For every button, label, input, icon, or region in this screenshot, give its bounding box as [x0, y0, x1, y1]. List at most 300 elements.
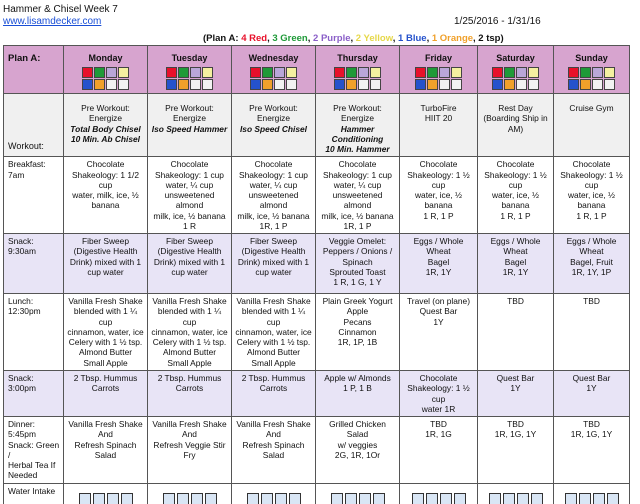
- water-cell: [64, 483, 148, 504]
- water-checkbox-grid: [318, 486, 397, 504]
- cell-line: Celery with 1 ½ tsp.: [68, 337, 143, 347]
- green-container-checkbox[interactable]: [178, 67, 189, 78]
- empty-container-checkbox[interactable]: [106, 79, 117, 90]
- label-line: Snack: Green /: [8, 439, 60, 460]
- cell-line: milk, ice, ½ banana: [237, 210, 310, 221]
- workout-line: Rest Day: [498, 103, 533, 113]
- cell-line: Eggs / Whole Wheat: [413, 236, 464, 257]
- cell-line: water, ¼ cup: [165, 179, 214, 190]
- container-checkboxes: [66, 67, 145, 91]
- dinner-cell: [148, 417, 232, 484]
- yellow-container-checkbox[interactable]: [451, 67, 462, 78]
- breakfast-row: [4, 157, 630, 234]
- empty-container-checkbox[interactable]: [190, 79, 201, 90]
- container-checkboxes: [150, 67, 229, 91]
- cell-line: 1R, 1 P: [259, 220, 288, 231]
- cell-spacer: [318, 96, 397, 103]
- cell-line: Chocolate: [86, 159, 125, 170]
- cell-line: 1R, 1 P: [343, 220, 372, 231]
- cell-spacer: [234, 96, 313, 103]
- cell-line: cinnamon, water, ice: [235, 326, 312, 337]
- yellow-container-checkbox[interactable]: [118, 67, 129, 78]
- row-label-dinner: [4, 417, 64, 484]
- empty-container-checkbox[interactable]: [286, 79, 297, 90]
- cell-line: Vanilla Fresh Shake: [236, 419, 311, 429]
- day-header-monday: [64, 46, 148, 94]
- empty-container-checkbox[interactable]: [528, 79, 539, 90]
- workout-line: Cruise Gym: [569, 103, 614, 113]
- cell-line: blended with 1 ¼ cup: [73, 306, 138, 327]
- blue-container-checkbox[interactable]: [568, 79, 579, 90]
- plan-label: Plan A:: [4, 46, 64, 94]
- cell-line: (Digestive Health: [241, 246, 306, 257]
- checkbox-line: [402, 79, 475, 91]
- snack1-cell: [400, 234, 478, 294]
- row-label-water: Water Intake: [4, 483, 64, 504]
- cell-line: banana: [91, 200, 120, 211]
- cell-line: Drink) mixed with 1: [153, 256, 226, 267]
- blue-container-checkbox[interactable]: [166, 79, 177, 90]
- cell-line: 1 R, 1 P: [500, 210, 531, 221]
- water-checkbox-line: [402, 492, 475, 504]
- water-cell: [478, 483, 554, 504]
- red-container-checkbox[interactable]: [568, 67, 579, 78]
- checkbox-line: [402, 67, 475, 79]
- row-label-morning-snack: Snack: 9:30am: [4, 234, 64, 294]
- water-glass-checkbox[interactable]: [454, 493, 466, 504]
- checkbox-line: [150, 67, 229, 79]
- red-container-checkbox[interactable]: [250, 67, 261, 78]
- green-container-checkbox[interactable]: [427, 67, 438, 78]
- day-name: Saturday: [496, 53, 535, 63]
- label-line: Herbal Tea If: [8, 460, 56, 470]
- water-glass-checkbox[interactable]: [426, 493, 438, 504]
- cell-line: Chocolate: [419, 373, 458, 383]
- day-header-wednesday: [232, 46, 316, 94]
- cell-line: Apple: [346, 306, 369, 317]
- water-glass-checkbox[interactable]: [531, 493, 543, 504]
- day-header-tuesday: [148, 46, 232, 94]
- workout-line: (Boarding Ship in AM): [483, 113, 548, 134]
- checkbox-line: [234, 67, 313, 79]
- water-glass-checkbox[interactable]: [503, 493, 515, 504]
- container-checkboxes: [318, 67, 397, 91]
- empty-container-checkbox[interactable]: [592, 79, 603, 90]
- water-checkbox-grid: [66, 486, 145, 504]
- page-header: [3, 3, 637, 43]
- cell-line: TBD: [507, 419, 524, 429]
- workout-cell: [148, 94, 232, 157]
- cell-line: Bagel: [427, 256, 450, 267]
- water-glass-checkbox[interactable]: [79, 493, 91, 504]
- breakfast-cell: [148, 157, 232, 234]
- orange-container-checkbox[interactable]: [178, 79, 189, 90]
- lunch-cell: [232, 294, 316, 371]
- cell-line: Bagel, Fruit: [570, 256, 613, 267]
- checkbox-line: [480, 67, 551, 79]
- water-intake-row: [4, 483, 630, 504]
- empty-container-checkbox[interactable]: [439, 79, 450, 90]
- legend-segment: 2 Yellow: [355, 33, 393, 44]
- water-glass-checkbox[interactable]: [565, 493, 577, 504]
- cell-line: Quest Bar: [419, 306, 458, 317]
- cell-line: 2 Tbsp. Hummus: [73, 373, 138, 383]
- blue-container-checkbox[interactable]: [415, 79, 426, 90]
- cell-line: Shakeology: 1 ½ cup: [407, 169, 470, 190]
- cell-line: Small Apple: [251, 357, 296, 368]
- water-glass-checkbox[interactable]: [331, 493, 343, 504]
- cell-line: And: [266, 429, 281, 440]
- water-checkbox-grid: [150, 486, 229, 504]
- workout-line: Total Body Chisel: [70, 123, 141, 134]
- water-cell: [554, 483, 630, 504]
- snack1-cell: [64, 234, 148, 294]
- cell-line: Shakeology: 1 cup: [323, 169, 392, 180]
- row-label-lunch: Lunch: 12:30pm: [4, 294, 64, 371]
- empty-container-checkbox[interactable]: [516, 79, 527, 90]
- water-checkbox-line: [556, 492, 627, 504]
- legend-segment: 1 Blue: [398, 33, 427, 44]
- cell-line: 1Y: [586, 383, 597, 394]
- purple-container-checkbox[interactable]: [190, 67, 201, 78]
- checkbox-line: [66, 79, 145, 91]
- water-glass-checkbox[interactable]: [579, 493, 591, 504]
- dinner-cell: [64, 417, 148, 484]
- empty-container-checkbox[interactable]: [202, 79, 213, 90]
- cell-line: Fry: [183, 449, 196, 460]
- water-glass-checkbox[interactable]: [93, 493, 105, 504]
- cell-line: Salad: [262, 449, 285, 460]
- green-container-checkbox[interactable]: [504, 67, 515, 78]
- water-checkbox-grid: [556, 486, 627, 504]
- cell-line: TBD: [583, 419, 600, 429]
- empty-container-checkbox[interactable]: [118, 79, 129, 90]
- cell-line: Shakeology: 1 cup: [155, 169, 224, 180]
- cell-line: Eggs / Whole Wheat: [566, 236, 617, 257]
- workout-line: Pre Workout: Energize: [333, 103, 382, 124]
- website-link[interactable]: www.lisamdecker.com: [3, 16, 102, 27]
- water-glass-checkbox[interactable]: [247, 493, 259, 504]
- cell-line: Spinach: [342, 256, 373, 267]
- yellow-container-checkbox[interactable]: [528, 67, 539, 78]
- water-glass-checkbox[interactable]: [345, 493, 357, 504]
- water-glass-checkbox[interactable]: [107, 493, 119, 504]
- checkbox-line: [556, 79, 627, 91]
- cell-spacer: [556, 96, 627, 103]
- legend-segment: , 2 tsp): [473, 33, 504, 44]
- plan-legend: [203, 33, 504, 44]
- water-glass-checkbox[interactable]: [440, 493, 452, 504]
- yellow-container-checkbox[interactable]: [202, 67, 213, 78]
- legend-segment: ,: [267, 33, 273, 44]
- water-glass-checkbox[interactable]: [607, 493, 619, 504]
- water-glass-checkbox[interactable]: [517, 493, 529, 504]
- cell-line: Travel (on plane): [407, 296, 470, 306]
- cell-line: water, ¼ cup: [249, 179, 298, 190]
- cell-line: 1 R, 1 G, 1 Y: [333, 277, 382, 287]
- cell-line: unsweetened almond: [248, 190, 299, 211]
- cell-line: 1Y: [433, 316, 444, 327]
- cell-line: Chocolate: [254, 159, 293, 170]
- cell-spacer: [66, 96, 145, 103]
- cell-line: Vanilla Fresh Shake: [152, 296, 227, 306]
- checkbox-line: [66, 67, 145, 79]
- water-glass-checkbox[interactable]: [121, 493, 133, 504]
- cell-line: TBD: [507, 296, 524, 306]
- snack2-cell: [64, 371, 148, 417]
- cell-line: Peppers / Onions /: [322, 246, 393, 257]
- green-container-checkbox[interactable]: [94, 67, 105, 78]
- water-glass-checkbox[interactable]: [412, 493, 424, 504]
- breakfast-cell: [64, 157, 148, 234]
- lunch-cell: [148, 294, 232, 371]
- cell-line: Plain Greek Yogurt: [322, 296, 393, 306]
- snack2-cell: [232, 371, 316, 417]
- red-container-checkbox[interactable]: [334, 67, 345, 78]
- empty-container-checkbox[interactable]: [358, 79, 369, 90]
- yellow-container-checkbox[interactable]: [370, 67, 381, 78]
- cell-line: 1R, 1G, 1Y: [494, 429, 537, 440]
- cell-line: w/ veggies: [337, 439, 378, 450]
- container-checkboxes: [402, 67, 475, 91]
- cell-line: milk, ice, ½ banana: [153, 210, 226, 221]
- cell-line: water, ¼ cup: [333, 179, 382, 190]
- cell-line: Chocolate: [170, 159, 209, 170]
- water-glass-checkbox[interactable]: [489, 493, 501, 504]
- cell-line: Drink) mixed with 1: [69, 256, 142, 267]
- empty-container-checkbox[interactable]: [370, 79, 381, 90]
- lunch-cell: [554, 294, 630, 371]
- day-name: Friday: [424, 53, 452, 63]
- red-container-checkbox[interactable]: [415, 67, 426, 78]
- snack1-cell: [232, 234, 316, 294]
- dinner-cell: [554, 417, 630, 484]
- breakfast-cell: [316, 157, 400, 234]
- cell-line: Vanilla Fresh Shake: [68, 296, 143, 306]
- day-header-sunday: [554, 46, 630, 94]
- purple-container-checkbox[interactable]: [106, 67, 117, 78]
- water-glass-checkbox[interactable]: [163, 493, 175, 504]
- checkbox-line: [150, 79, 229, 91]
- day-header-friday: [400, 46, 478, 94]
- empty-container-checkbox[interactable]: [274, 79, 285, 90]
- lunch-row: [4, 294, 630, 371]
- red-container-checkbox[interactable]: [166, 67, 177, 78]
- workout-line: Iso Speed Hammer: [151, 123, 228, 134]
- row-label-breakfast: Breakfast: 7am: [4, 157, 64, 234]
- cell-line: 1 R, 1 P: [423, 210, 454, 221]
- water-checkbox-grid: [234, 486, 313, 504]
- purple-container-checkbox[interactable]: [439, 67, 450, 78]
- workout-line: Pre Workout: Energize: [165, 103, 214, 124]
- cell-line: Salad: [94, 449, 117, 460]
- workout-line: Pre Workout: Energize: [249, 103, 298, 124]
- cell-line: Veggie Omelet:: [328, 236, 387, 246]
- workout-line: Hammer Conditioning: [331, 123, 384, 144]
- legend-segment: ,: [426, 33, 432, 44]
- day-name: Thursday: [337, 53, 378, 63]
- cell-line: water 1R: [421, 403, 456, 414]
- workout-line: 10 Min. Ab Chisel: [70, 133, 141, 144]
- cell-line: TBD: [430, 419, 447, 429]
- orange-container-checkbox[interactable]: [346, 79, 357, 90]
- legend-segment: ,: [307, 33, 314, 44]
- cell-line: Chocolate: [419, 159, 458, 170]
- yellow-container-checkbox[interactable]: [286, 67, 297, 78]
- yellow-container-checkbox[interactable]: [604, 67, 615, 78]
- snack2-cell: [554, 371, 630, 417]
- water-checkbox-line: [234, 492, 313, 504]
- water-glass-checkbox[interactable]: [593, 493, 605, 504]
- cell-line: Fiber Sweep: [165, 236, 213, 246]
- label-line: Dinner: 5:45pm: [8, 419, 36, 440]
- orange-container-checkbox[interactable]: [262, 79, 273, 90]
- cell-line: cinnamon, water, ice: [151, 326, 228, 337]
- water-cell: [148, 483, 232, 504]
- snack2-cell: [316, 371, 400, 417]
- cell-line: Fiber Sweep: [81, 236, 129, 246]
- orange-container-checkbox[interactable]: [94, 79, 105, 90]
- checkbox-line: [318, 67, 397, 79]
- cell-line: And: [182, 429, 197, 440]
- day-name: Monday: [88, 53, 123, 63]
- container-checkboxes: [234, 67, 313, 91]
- empty-container-checkbox[interactable]: [451, 79, 462, 90]
- cell-line: Vanilla Fresh Shake: [152, 419, 227, 429]
- workout-cell: [232, 94, 316, 157]
- cell-line: Refresh Veggie Stir: [153, 439, 226, 450]
- water-cell: [400, 483, 478, 504]
- blue-container-checkbox[interactable]: [82, 79, 93, 90]
- water-glass-checkbox[interactable]: [205, 493, 217, 504]
- cell-line: 1R, 1G, 1Y: [570, 429, 613, 440]
- cell-line: Fiber Sweep: [249, 236, 297, 246]
- dinner-cell: [478, 417, 554, 484]
- cell-line: blended with 1 ¼ cup: [157, 306, 222, 327]
- cell-line: cinnamon, water, ice: [67, 326, 144, 337]
- row-label-workout: Workout:: [4, 94, 64, 157]
- water-glass-checkbox[interactable]: [373, 493, 385, 504]
- water-glass-checkbox[interactable]: [177, 493, 189, 504]
- legend-segment: (Plan A:: [203, 33, 242, 44]
- cell-line: TBD: [583, 296, 600, 306]
- cell-line: 2 Tbsp. Hummus: [157, 373, 222, 383]
- orange-container-checkbox[interactable]: [427, 79, 438, 90]
- purple-container-checkbox[interactable]: [516, 67, 527, 78]
- empty-container-checkbox[interactable]: [604, 79, 615, 90]
- workout-row: [4, 94, 630, 157]
- cell-line: Refresh Spinach: [242, 439, 305, 450]
- checkbox-line: [556, 67, 627, 79]
- snack1-cell: [316, 234, 400, 294]
- cell-line: Eggs / Whole Wheat: [490, 236, 541, 257]
- cell-line: cup water: [255, 266, 292, 277]
- cell-line: 1 R, 1 P: [576, 210, 607, 221]
- cell-line: 1 P, 1 B: [343, 383, 372, 394]
- blue-container-checkbox[interactable]: [250, 79, 261, 90]
- green-container-checkbox[interactable]: [262, 67, 273, 78]
- orange-container-checkbox[interactable]: [580, 79, 591, 90]
- cell-line: 1R, 1Y: [502, 266, 529, 277]
- cell-line: Quest Bar: [496, 373, 535, 383]
- lunch-cell: [478, 294, 554, 371]
- lunch-cell: [400, 294, 478, 371]
- date-range: 1/25/2016 - 1/31/16: [454, 16, 541, 27]
- checkbox-line: [480, 79, 551, 91]
- water-glass-checkbox[interactable]: [275, 493, 287, 504]
- cell-line: unsweetened almond: [332, 190, 383, 211]
- snack1-cell: [478, 234, 554, 294]
- cell-line: milk, ice, ½ banana: [321, 210, 394, 221]
- workout-cell: [400, 94, 478, 157]
- cell-line: Shakeology: 1 ½ cup: [407, 383, 470, 404]
- water-glass-checkbox[interactable]: [289, 493, 301, 504]
- orange-container-checkbox[interactable]: [504, 79, 515, 90]
- cell-line: cup water: [171, 266, 208, 277]
- legend-segment: 4 Red: [241, 33, 268, 44]
- cell-line: Almond Butter: [78, 347, 133, 358]
- cell-line: water, milk, ice, ½: [72, 190, 139, 200]
- green-container-checkbox[interactable]: [346, 67, 357, 78]
- water-checkbox-grid: [480, 486, 551, 504]
- red-container-checkbox[interactable]: [492, 67, 503, 78]
- workout-line: 10 Min. Hammer: [325, 144, 390, 154]
- cell-line: 1 R: [182, 220, 197, 231]
- purple-container-checkbox[interactable]: [592, 67, 603, 78]
- cell-line: Almond Butter: [246, 347, 301, 358]
- water-glass-checkbox[interactable]: [359, 493, 371, 504]
- cell-line: 1R, 1Y, 1P: [571, 266, 612, 277]
- green-container-checkbox[interactable]: [580, 67, 591, 78]
- cell-line: Vanilla Fresh Shake: [68, 419, 143, 429]
- cell-line: water, ice, ½ banana: [491, 190, 539, 211]
- purple-container-checkbox[interactable]: [358, 67, 369, 78]
- water-checkbox-line: [480, 492, 551, 504]
- red-container-checkbox[interactable]: [82, 67, 93, 78]
- workout-line: TurboFire: [420, 103, 457, 113]
- cell-line: Small Apple: [167, 357, 212, 368]
- snack1-cell: [148, 234, 232, 294]
- day-header-saturday: [478, 46, 554, 94]
- water-glass-checkbox[interactable]: [261, 493, 273, 504]
- cell-line: cup water: [87, 266, 124, 277]
- water-checkbox-grid: [402, 486, 475, 504]
- cell-line: Shakeology: 1 1/2 cup: [71, 169, 140, 190]
- cell-line: (Digestive Health: [73, 246, 138, 257]
- workout-line: Pre Workout: Energize: [81, 103, 130, 124]
- afternoon-snack-row: [4, 371, 630, 417]
- blue-container-checkbox[interactable]: [492, 79, 503, 90]
- dinner-cell: [232, 417, 316, 484]
- blue-container-checkbox[interactable]: [334, 79, 345, 90]
- purple-container-checkbox[interactable]: [274, 67, 285, 78]
- day-header-thursday: [316, 46, 400, 94]
- workout-cell: [554, 94, 630, 157]
- cell-line: 2 Tbsp. Hummus: [241, 373, 306, 383]
- dinner-cell: [400, 417, 478, 484]
- dinner-row: [4, 417, 630, 484]
- cell-line: Chocolate: [338, 159, 377, 170]
- workout-cell: [64, 94, 148, 157]
- snack2-cell: [478, 371, 554, 417]
- water-glass-checkbox[interactable]: [191, 493, 203, 504]
- container-checkboxes: [480, 67, 551, 91]
- lunch-cell: [64, 294, 148, 371]
- cell-line: Almond Butter: [162, 347, 217, 358]
- cell-line: Cinnamon: [338, 326, 377, 337]
- cell-line: Carrots: [259, 383, 288, 394]
- cell-line: Shakeology: 1 cup: [239, 169, 308, 180]
